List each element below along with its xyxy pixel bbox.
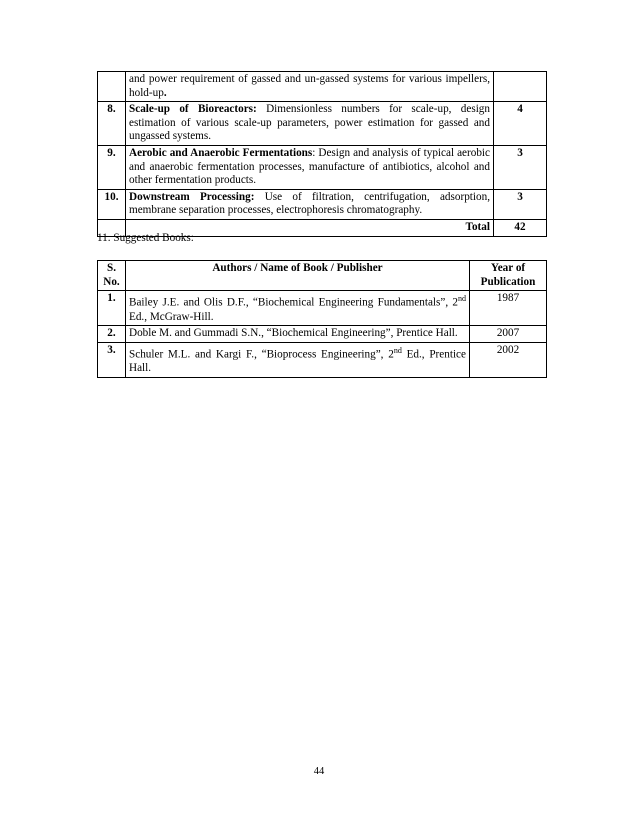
lecture-hours: 4 [494,102,547,146]
publication-year: 2002 [470,342,547,377]
row-number [98,72,126,102]
total-value: 42 [494,219,547,236]
book-reference: Doble M. and Gummadi S.N., “Biochemical Engineering”, Prentice Hall. [126,326,470,343]
books-table [97,260,547,378]
table-row [98,342,547,377]
topic-description: Downstream Processing: Use of filtration, centrifugation, adsorption, membrane separation processes, electrophoresis chromatography. [126,189,494,219]
book-number: 2. [98,326,126,343]
lecture-hours [494,72,547,102]
row-number: 8. [98,102,126,146]
book-reference: Bailey J.E. and Olis D.F., “Biochemical Engineering Fundamentals”, 2nd Ed., McGraw-Hill. [126,291,470,326]
table-row [98,189,547,219]
header-year: Year of Publication [470,261,547,291]
total-label: Total [126,219,494,236]
topic-description: Aerobic and Anaerobic Fermentations: Design and analysis of typical aerobic and anaerobic fermentation processes, manufacture of antibiotics, alcohol and other fermentation products. [126,145,494,189]
lecture-hours: 3 [494,145,547,189]
table-row [98,145,547,189]
header-authors: Authors / Name of Book / Publisher [126,261,470,291]
book-number: 3. [98,342,126,377]
table-row [98,102,547,146]
book-number: 1. [98,291,126,326]
header-row [98,261,547,291]
table-row [98,72,547,102]
topic-description: Scale-up of Bioreactors: Dimensionless numbers for scale-up, design estimation of various scale-up parameters, power estimation for gassed and ungassed systems. [126,102,494,146]
suggested-books-heading: 11. Suggested Books: [97,232,194,244]
row-number: 10. [98,189,126,219]
table-row [98,291,547,326]
book-reference: Schuler M.L. and Kargi F., “Bioprocess Engineering”, 2nd Ed., Prentice Hall. [126,342,470,377]
syllabus-table [97,71,547,237]
page-number: 44 [313,766,325,777]
publication-year: 2007 [470,326,547,343]
topic-description: and power requirement of gassed and un-gassed systems for various impellers, hold-up. [126,72,494,102]
table-row [98,326,547,343]
lecture-hours: 3 [494,189,547,219]
publication-year: 1987 [470,291,547,326]
row-number: 9. [98,145,126,189]
header-sno: S. No. [98,261,126,291]
